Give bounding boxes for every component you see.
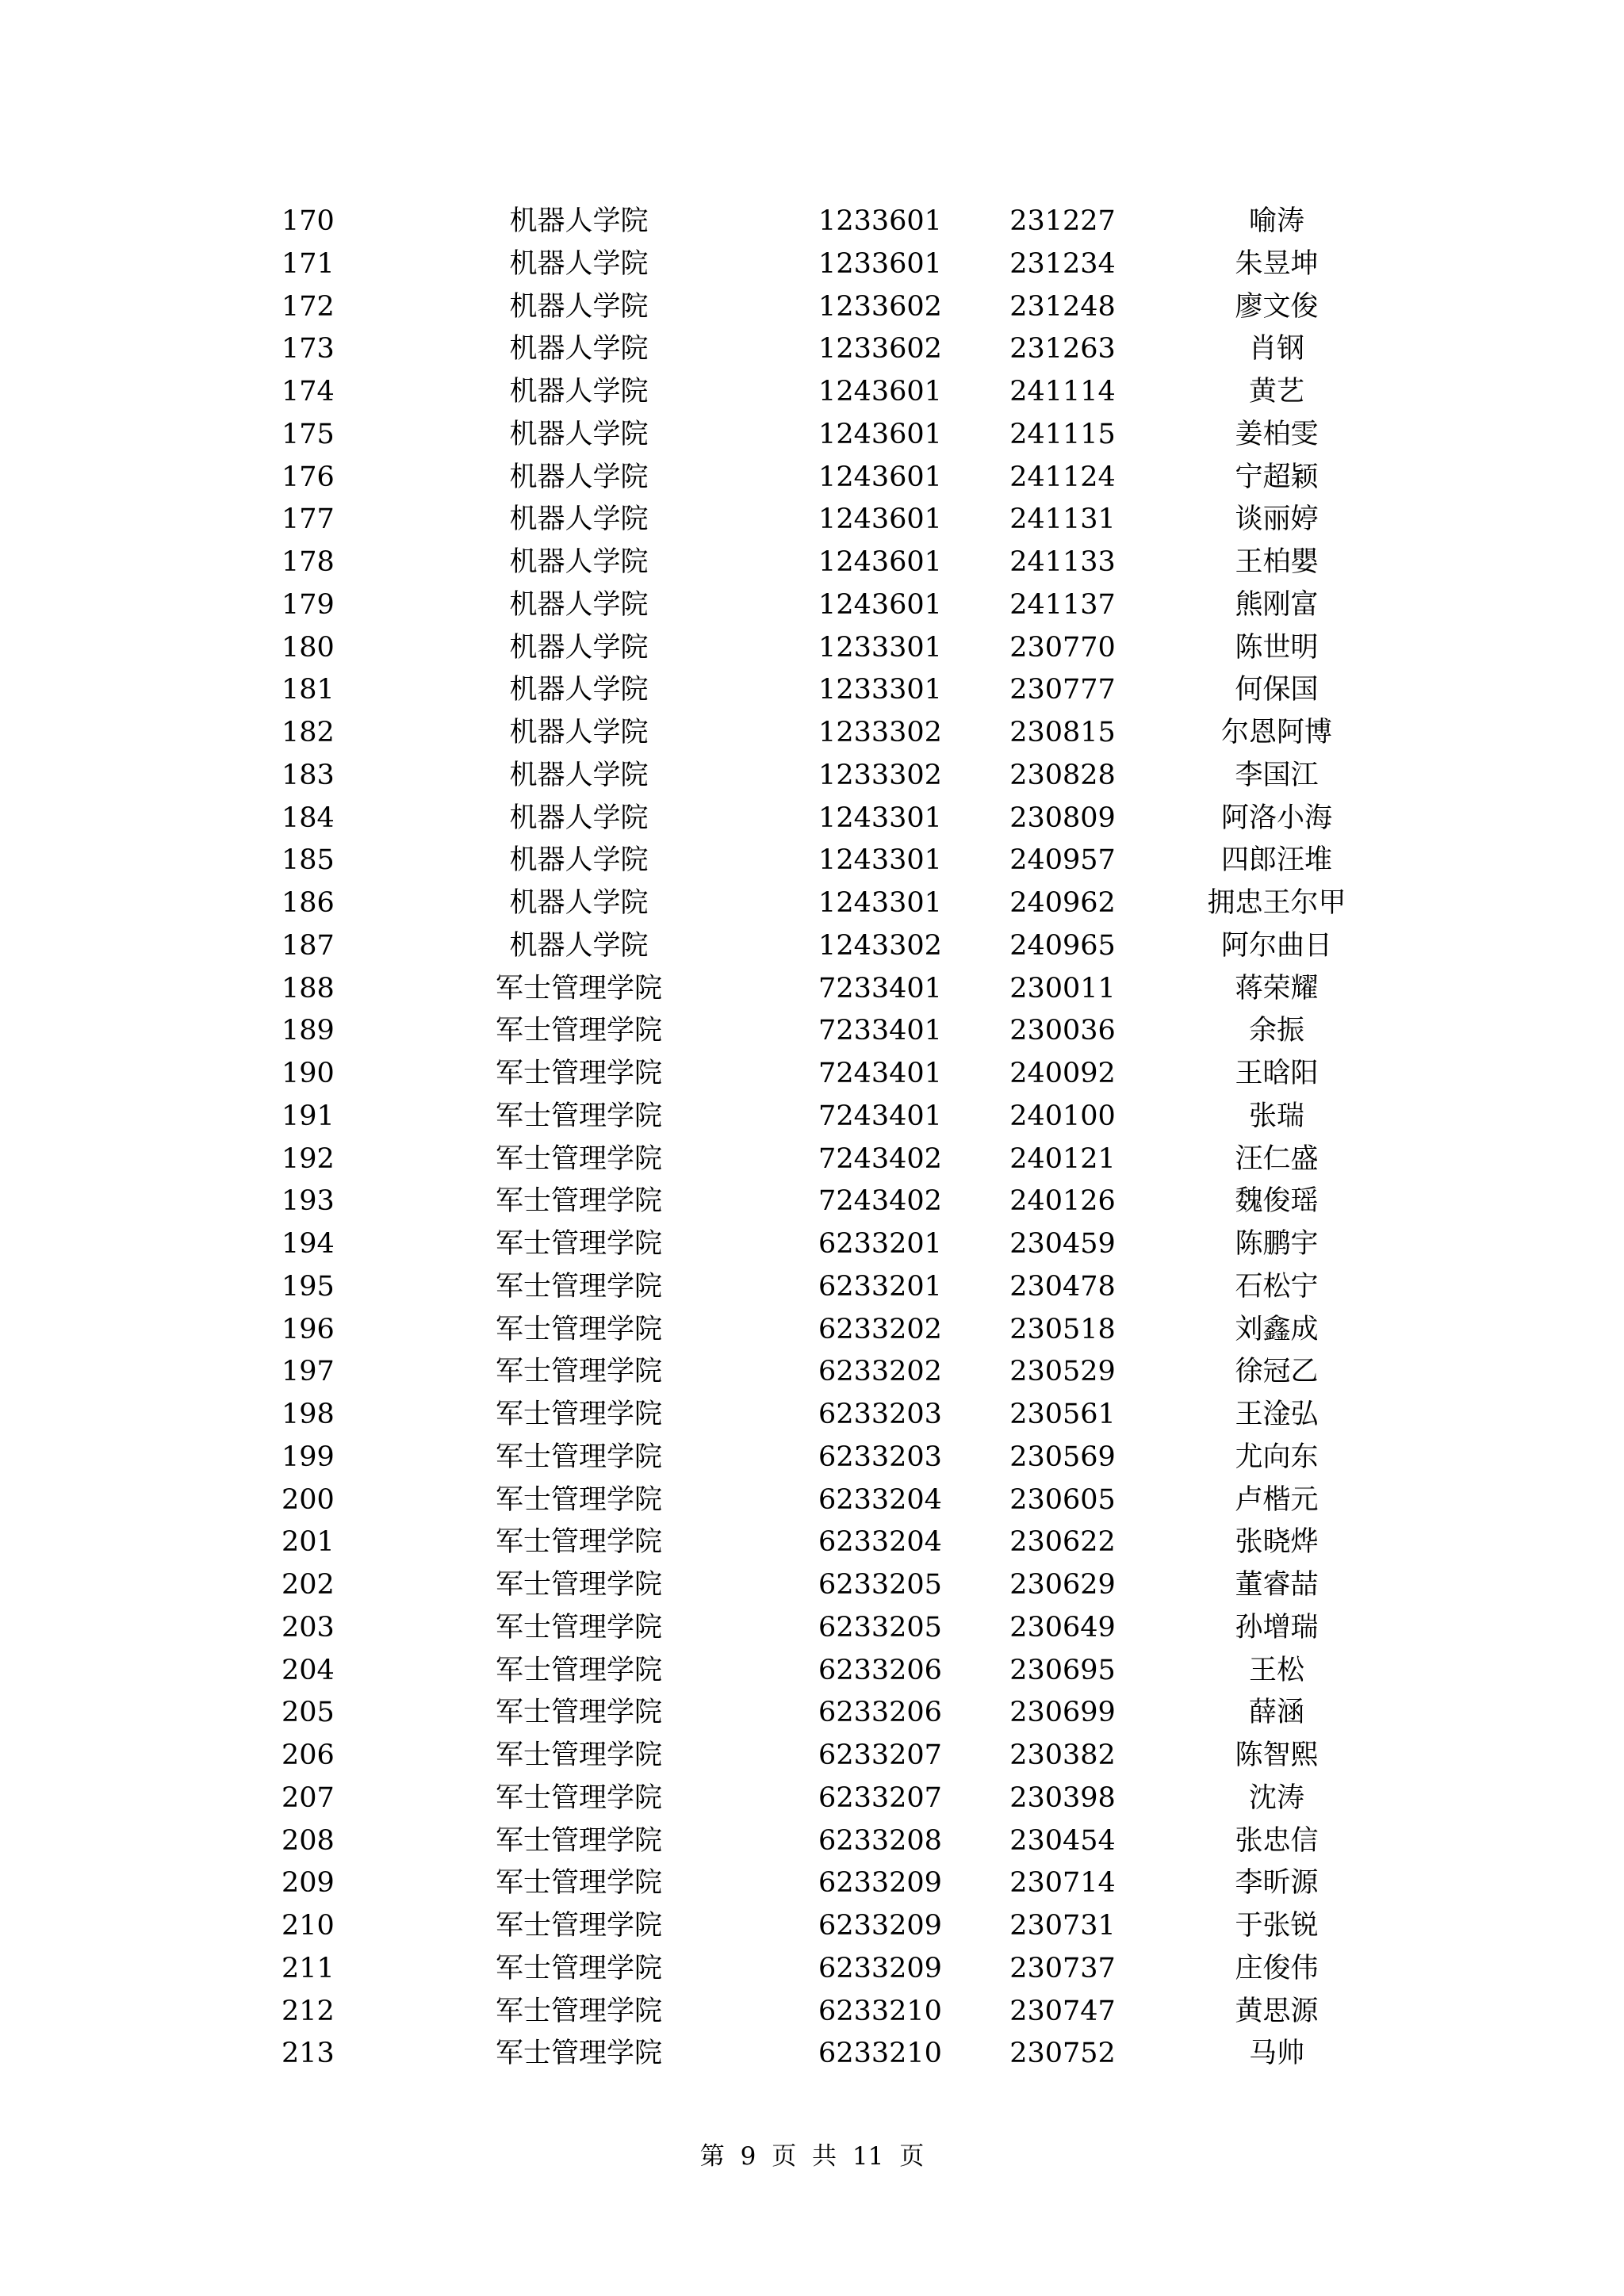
student-id: 231263 (1009, 333, 1116, 365)
row-number: 177 (282, 503, 335, 536)
student-name: 薛涵 (1248, 1697, 1304, 1729)
row-number: 208 (282, 1824, 335, 1857)
student-id: 240092 (1009, 1058, 1116, 1089)
class-code: 7233401 (818, 1015, 942, 1047)
student-name: 阿洛小海 (1220, 802, 1332, 834)
table-row (0, 968, 1624, 1011)
student-name: 阿尔曲日 (1220, 929, 1332, 962)
table-row (0, 1479, 1624, 1522)
student-id: 241137 (1009, 588, 1116, 621)
class-code: 1243601 (818, 546, 942, 578)
student-id: 230518 (1009, 1313, 1116, 1345)
department-name: 军士管理学院 (495, 1697, 662, 1729)
student-id: 240957 (1009, 844, 1116, 877)
student-name: 王柏嬰 (1235, 546, 1319, 578)
student-id: 230454 (1009, 1824, 1116, 1857)
student-name: 徐冠乙 (1235, 1356, 1319, 1388)
table-row (0, 286, 1624, 329)
department-name: 军士管理学院 (495, 1781, 662, 1814)
table-row (0, 457, 1624, 499)
student-id: 230605 (1009, 1483, 1116, 1516)
department-name: 军士管理学院 (495, 1270, 662, 1303)
table-row (0, 1735, 1624, 1777)
department-name: 军士管理学院 (495, 1952, 662, 1984)
student-name: 王晗阳 (1235, 1058, 1319, 1089)
row-number: 176 (282, 461, 335, 493)
class-code: 6233209 (818, 1952, 942, 1984)
student-id: 230752 (1009, 2038, 1116, 2070)
department-name: 军士管理学院 (495, 1824, 662, 1857)
student-name: 黄艺 (1248, 376, 1304, 408)
student-id: 231248 (1009, 290, 1116, 323)
row-number: 182 (282, 717, 335, 748)
row-number: 179 (282, 588, 335, 621)
department-name: 军士管理学院 (495, 1313, 662, 1345)
department-name: 机器人学院 (509, 929, 649, 962)
row-number: 170 (282, 205, 335, 237)
table-row (0, 840, 1624, 882)
department-name: 机器人学院 (509, 887, 649, 919)
table-row (0, 882, 1624, 925)
class-code: 1243601 (818, 503, 942, 536)
class-code: 6233203 (818, 1441, 942, 1473)
row-number: 184 (282, 802, 335, 834)
student-id: 230770 (1009, 631, 1116, 664)
department-name: 军士管理学院 (495, 1910, 662, 1942)
student-name: 朱昱坤 (1235, 247, 1319, 280)
table-row (0, 1181, 1624, 1223)
class-code: 6233210 (818, 2038, 942, 2070)
student-id: 230809 (1009, 802, 1116, 834)
department-name: 机器人学院 (509, 802, 649, 834)
row-number: 201 (282, 1526, 335, 1559)
class-code: 1233602 (818, 290, 942, 323)
student-id: 240121 (1009, 1142, 1116, 1175)
row-number: 187 (282, 929, 335, 962)
class-code: 6233202 (818, 1356, 942, 1388)
student-name: 喻涛 (1248, 205, 1304, 237)
student-id: 230622 (1009, 1526, 1116, 1559)
table-row (0, 1905, 1624, 1948)
table-row (0, 2033, 1624, 2076)
table-row (0, 1820, 1624, 1863)
table-row (0, 1521, 1624, 1564)
row-number: 200 (282, 1483, 335, 1516)
table-row (0, 627, 1624, 670)
row-number: 203 (282, 1611, 335, 1644)
department-name: 军士管理学院 (495, 1142, 662, 1175)
department-name: 军士管理学院 (495, 1228, 662, 1260)
student-id: 230398 (1009, 1781, 1116, 1814)
department-name: 军士管理学院 (495, 1100, 662, 1132)
table-row (0, 1692, 1624, 1735)
class-code: 6233202 (818, 1313, 942, 1345)
table-row (0, 1777, 1624, 1820)
department-name: 机器人学院 (509, 588, 649, 621)
student-id: 230459 (1009, 1228, 1116, 1260)
table-row (0, 371, 1624, 414)
class-code: 1243301 (818, 802, 942, 834)
table-row (0, 541, 1624, 584)
row-number: 188 (282, 972, 335, 1004)
student-id: 241115 (1009, 418, 1116, 450)
class-code: 6233205 (818, 1569, 942, 1601)
student-name: 何保国 (1235, 674, 1319, 706)
department-name: 军士管理学院 (495, 1441, 662, 1473)
table-row (0, 243, 1624, 286)
student-name: 刘鑫成 (1235, 1313, 1319, 1345)
student-id: 230649 (1009, 1611, 1116, 1644)
row-number: 199 (282, 1441, 335, 1473)
class-code: 1233601 (818, 205, 942, 237)
student-name: 四郎汪堆 (1220, 844, 1332, 877)
student-name: 王松 (1248, 1654, 1304, 1686)
student-name: 谈丽婷 (1235, 503, 1319, 536)
department-name: 机器人学院 (509, 674, 649, 706)
department-name: 机器人学院 (509, 844, 649, 877)
department-name: 军士管理学院 (495, 1356, 662, 1388)
student-name: 陈世明 (1235, 631, 1319, 664)
student-id: 230699 (1009, 1697, 1116, 1729)
department-name: 军士管理学院 (495, 1569, 662, 1601)
department-name: 军士管理学院 (495, 1867, 662, 1900)
department-name: 军士管理学院 (495, 1483, 662, 1516)
row-number: 198 (282, 1399, 335, 1430)
table-row (0, 1266, 1624, 1309)
student-name: 王淦弘 (1235, 1399, 1319, 1430)
table-row (0, 201, 1624, 243)
table-row (0, 1351, 1624, 1394)
department-name: 军士管理学院 (495, 1526, 662, 1559)
table-row (0, 328, 1624, 371)
student-name: 熊刚富 (1235, 588, 1319, 621)
department-name: 机器人学院 (509, 290, 649, 323)
student-id: 230731 (1009, 1910, 1116, 1942)
class-code: 6233210 (818, 1995, 942, 2027)
class-code: 1243601 (818, 418, 942, 450)
student-name: 陈智熙 (1235, 1739, 1319, 1771)
table-row (0, 1053, 1624, 1096)
row-number: 196 (282, 1313, 335, 1345)
row-number: 213 (282, 2038, 335, 2070)
class-code: 1233301 (818, 631, 942, 664)
row-number: 171 (282, 247, 335, 280)
student-name: 蒋荣耀 (1235, 972, 1319, 1004)
class-code: 6233206 (818, 1654, 942, 1686)
department-name: 机器人学院 (509, 631, 649, 664)
class-code: 1243302 (818, 929, 942, 962)
department-name: 机器人学院 (509, 546, 649, 578)
table-row (0, 1650, 1624, 1693)
class-code: 6233207 (818, 1739, 942, 1771)
table-row (0, 1223, 1624, 1266)
department-name: 军士管理学院 (495, 1995, 662, 2027)
student-id: 240965 (1009, 929, 1116, 962)
department-name: 机器人学院 (509, 418, 649, 450)
student-id: 230629 (1009, 1569, 1116, 1601)
student-id: 241124 (1009, 461, 1116, 493)
student-name: 姜柏雯 (1235, 418, 1319, 450)
student-id: 230815 (1009, 717, 1116, 748)
student-name: 庄俊伟 (1235, 1952, 1319, 1984)
row-number: 207 (282, 1781, 335, 1814)
student-name: 卢楷元 (1235, 1483, 1319, 1516)
table-row (0, 1010, 1624, 1053)
table-row (0, 499, 1624, 541)
student-id: 240100 (1009, 1100, 1116, 1132)
student-id: 230561 (1009, 1399, 1116, 1430)
department-name: 机器人学院 (509, 205, 649, 237)
row-number: 172 (282, 290, 335, 323)
student-name: 陈鹏宇 (1235, 1228, 1319, 1260)
student-id: 230011 (1009, 972, 1116, 1004)
student-id: 230747 (1009, 1995, 1116, 2027)
department-name: 军士管理学院 (495, 1058, 662, 1089)
row-number: 212 (282, 1995, 335, 2027)
row-number: 191 (282, 1100, 335, 1132)
row-number: 183 (282, 759, 335, 791)
class-code: 6233201 (818, 1270, 942, 1303)
class-code: 1233301 (818, 674, 942, 706)
row-number: 175 (282, 418, 335, 450)
student-id: 240962 (1009, 887, 1116, 919)
row-number: 209 (282, 1867, 335, 1900)
student-name: 张忠信 (1235, 1824, 1319, 1857)
class-code: 6233209 (818, 1867, 942, 1900)
row-number: 202 (282, 1569, 335, 1601)
department-name: 军士管理学院 (495, 1185, 662, 1218)
row-number: 180 (282, 631, 335, 664)
class-code: 7243401 (818, 1058, 942, 1089)
student-name: 孙增瑞 (1235, 1611, 1319, 1644)
class-code: 6233206 (818, 1697, 942, 1729)
department-name: 军士管理学院 (495, 1015, 662, 1047)
department-name: 机器人学院 (509, 503, 649, 536)
student-name: 石松宁 (1235, 1270, 1319, 1303)
table-row (0, 584, 1624, 627)
student-name: 李昕源 (1235, 1867, 1319, 1900)
student-id: 241114 (1009, 376, 1116, 408)
student-name: 董睿喆 (1235, 1569, 1319, 1601)
student-name: 宁超颖 (1235, 461, 1319, 493)
class-code: 7243402 (818, 1142, 942, 1175)
class-code: 7233401 (818, 972, 942, 1004)
student-name: 张瑞 (1248, 1100, 1304, 1132)
student-name: 沈涛 (1248, 1781, 1304, 1814)
class-code: 6233204 (818, 1483, 942, 1516)
row-number: 186 (282, 887, 335, 919)
row-number: 193 (282, 1185, 335, 1218)
student-name: 于张锐 (1235, 1910, 1319, 1942)
class-code: 1233601 (818, 247, 942, 280)
page-footer: 第 9 页 共 11 页 (699, 2142, 925, 2171)
row-number: 189 (282, 1015, 335, 1047)
student-id: 241133 (1009, 546, 1116, 578)
department-name: 机器人学院 (509, 333, 649, 365)
row-number: 174 (282, 376, 335, 408)
class-code: 1243301 (818, 887, 942, 919)
department-name: 机器人学院 (509, 376, 649, 408)
row-number: 181 (282, 674, 335, 706)
student-id: 230478 (1009, 1270, 1116, 1303)
row-number: 194 (282, 1228, 335, 1260)
row-number: 195 (282, 1270, 335, 1303)
student-name: 尤向东 (1235, 1441, 1319, 1473)
roster-table (0, 201, 1624, 2076)
department-name: 军士管理学院 (495, 1654, 662, 1686)
student-id: 230714 (1009, 1867, 1116, 1900)
student-name: 肖钢 (1248, 333, 1304, 365)
class-code: 6233209 (818, 1910, 942, 1942)
table-row (0, 1138, 1624, 1181)
student-name: 余振 (1248, 1015, 1304, 1047)
student-id: 231234 (1009, 247, 1116, 280)
table-row (0, 1948, 1624, 1991)
student-id: 230382 (1009, 1739, 1116, 1771)
row-number: 185 (282, 844, 335, 877)
row-number: 197 (282, 1356, 335, 1388)
table-row (0, 1607, 1624, 1650)
row-number: 204 (282, 1654, 335, 1686)
student-id: 230828 (1009, 759, 1116, 791)
student-name: 张晓烨 (1235, 1526, 1319, 1559)
department-name: 军士管理学院 (495, 2038, 662, 2070)
class-code: 1243301 (818, 844, 942, 877)
class-code: 1233302 (818, 717, 942, 748)
student-id: 230569 (1009, 1441, 1116, 1473)
table-row (0, 1564, 1624, 1607)
student-id: 230036 (1009, 1015, 1116, 1047)
student-id: 230777 (1009, 674, 1116, 706)
student-id: 241131 (1009, 503, 1116, 536)
table-row (0, 798, 1624, 840)
row-number: 206 (282, 1739, 335, 1771)
student-name: 魏俊瑶 (1235, 1185, 1319, 1218)
department-name: 机器人学院 (509, 461, 649, 493)
class-code: 1243601 (818, 588, 942, 621)
table-row (0, 1437, 1624, 1479)
class-code: 6233203 (818, 1399, 942, 1430)
table-row (0, 1096, 1624, 1138)
student-id: 231227 (1009, 205, 1116, 237)
department-name: 军士管理学院 (495, 1739, 662, 1771)
student-name: 拥忠王尔甲 (1207, 887, 1346, 919)
class-code: 6233208 (818, 1824, 942, 1857)
department-name: 军士管理学院 (495, 1611, 662, 1644)
class-code: 6233205 (818, 1611, 942, 1644)
student-name: 黄思源 (1235, 1995, 1319, 2027)
student-id: 240126 (1009, 1185, 1116, 1218)
student-name: 廖文俊 (1235, 290, 1319, 323)
student-name: 尔恩阿博 (1220, 717, 1332, 748)
student-name: 汪仁盛 (1235, 1142, 1319, 1175)
row-number: 192 (282, 1142, 335, 1175)
class-code: 6233207 (818, 1781, 942, 1814)
table-row (0, 1394, 1624, 1437)
class-code: 1233302 (818, 759, 942, 791)
table-row (0, 1309, 1624, 1352)
row-number: 190 (282, 1058, 335, 1089)
department-name: 军士管理学院 (495, 1399, 662, 1430)
student-id: 230737 (1009, 1952, 1116, 1984)
table-row (0, 1862, 1624, 1905)
table-row (0, 712, 1624, 755)
student-id: 230695 (1009, 1654, 1116, 1686)
table-row (0, 414, 1624, 457)
department-name: 军士管理学院 (495, 972, 662, 1004)
table-row (0, 1991, 1624, 2034)
table-row (0, 755, 1624, 798)
row-number: 178 (282, 546, 335, 578)
class-code: 7243401 (818, 1100, 942, 1132)
student-name: 马帅 (1248, 2038, 1304, 2070)
class-code: 6233204 (818, 1526, 942, 1559)
class-code: 6233201 (818, 1228, 942, 1260)
class-code: 1243601 (818, 461, 942, 493)
row-number: 210 (282, 1910, 335, 1942)
department-name: 机器人学院 (509, 759, 649, 791)
table-row (0, 925, 1624, 968)
department-name: 机器人学院 (509, 717, 649, 748)
student-name: 李国江 (1235, 759, 1319, 791)
row-number: 173 (282, 333, 335, 365)
department-name: 机器人学院 (509, 247, 649, 280)
class-code: 1243601 (818, 376, 942, 408)
class-code: 1233602 (818, 333, 942, 365)
row-number: 211 (282, 1952, 335, 1984)
row-number: 205 (282, 1697, 335, 1729)
class-code: 7243402 (818, 1185, 942, 1218)
student-id: 230529 (1009, 1356, 1116, 1388)
table-row (0, 669, 1624, 712)
